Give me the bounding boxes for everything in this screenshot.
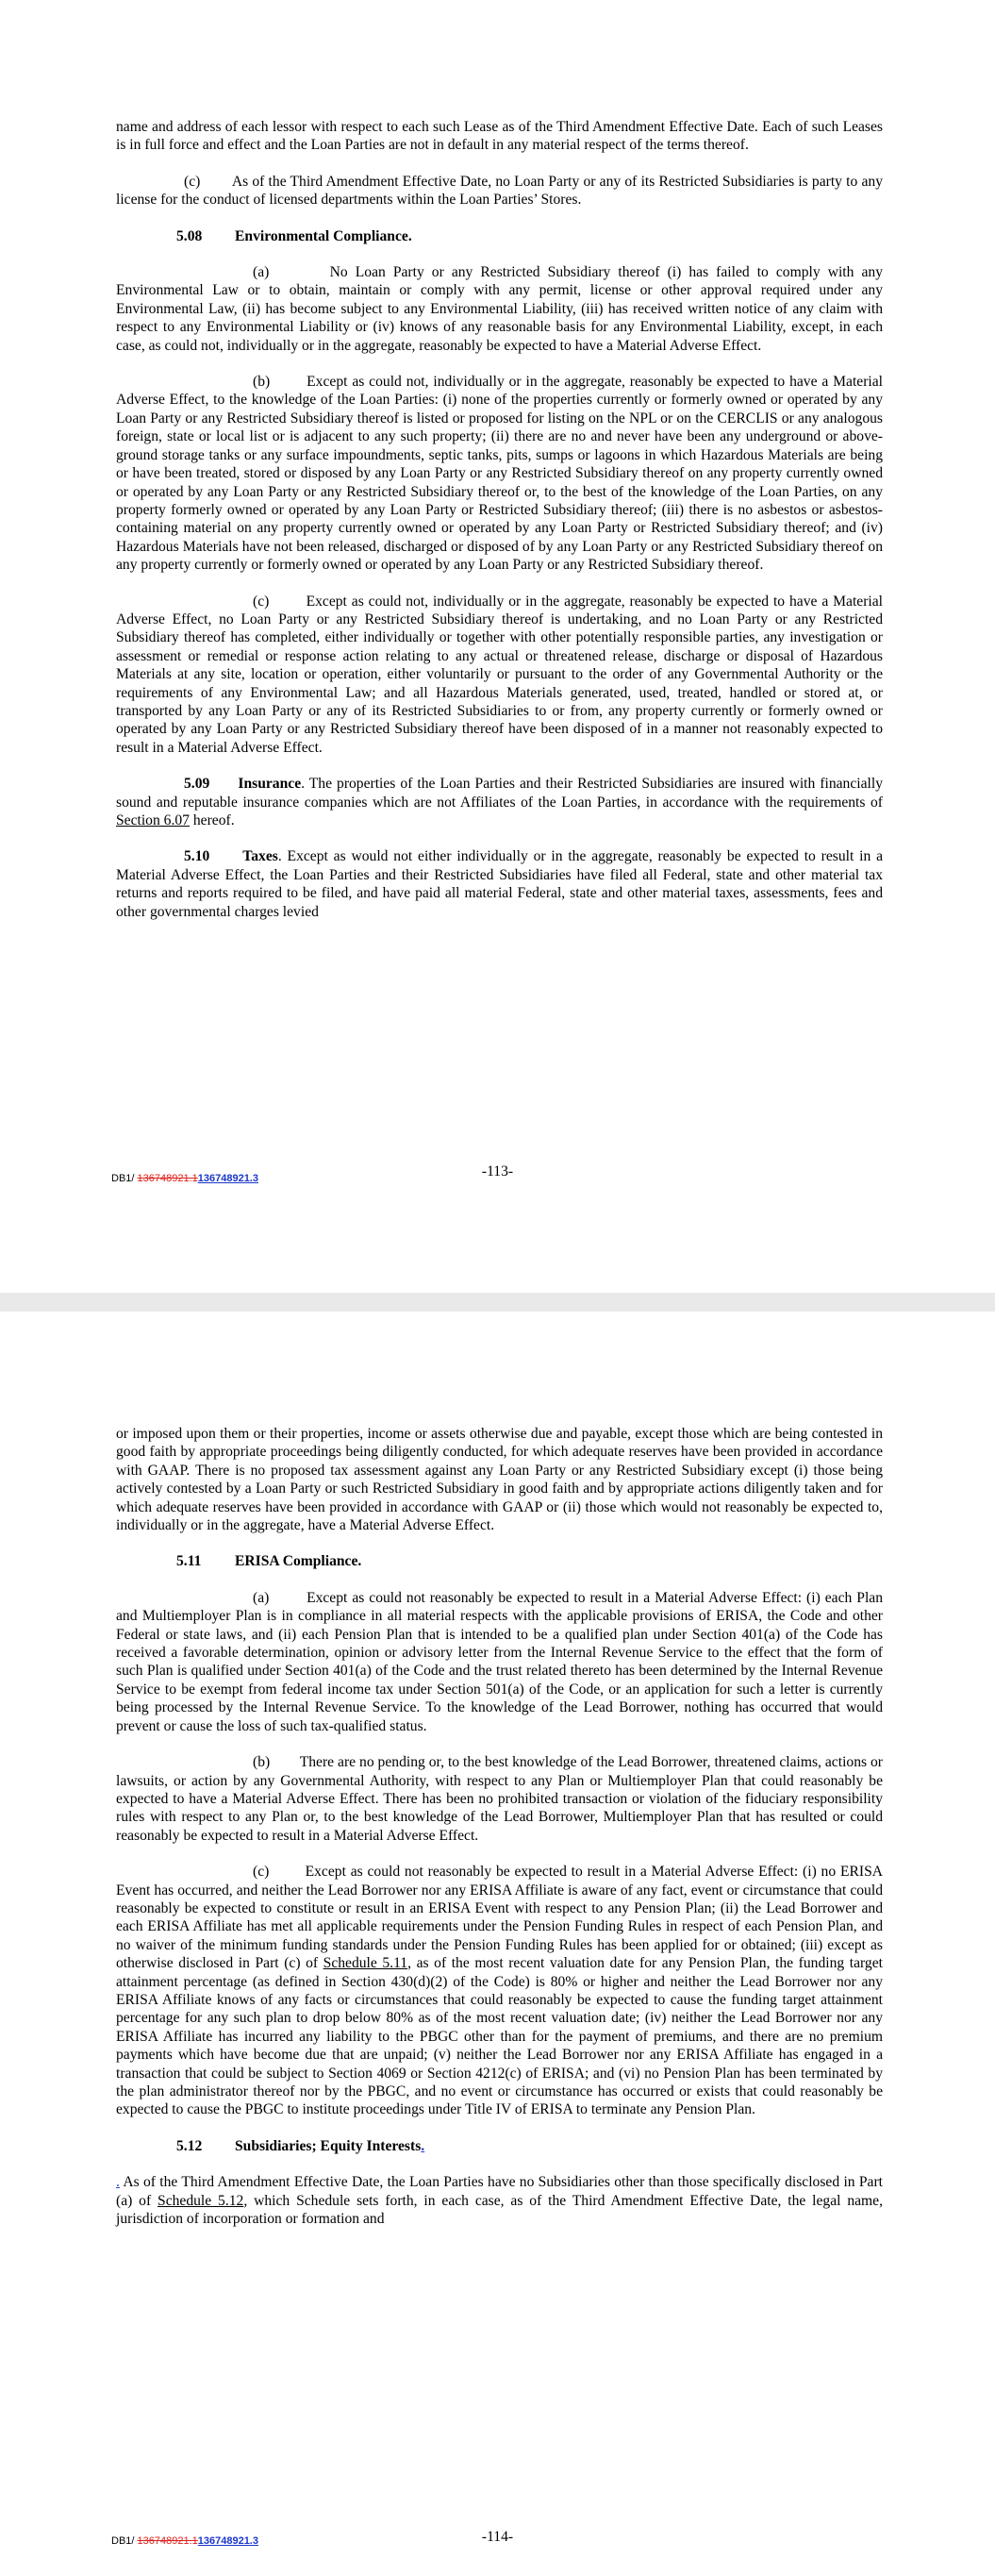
cross-reference: Section 6.07 bbox=[116, 812, 190, 828]
paragraph-text: , as of the most recent valuation date for any Pension Plan, the funding target attainment percentage (as defined in Section 430(d)(2) of the Code) is 80% or higher and neither the Lead Borrower nor any ERISA Affiliate knows of any facts or circumstances that could reasonably be expected to cause the funding target attainment percentage for any such plan to drop below 80% as of the most recent valuation date; (iv) neither the Lead Borrower nor any ERISA Affiliate has incurred any liability to the PBGC other than for the payment of premiums, and there are no premium payments which have become due that are unpaid; (v) neither the Lead Borrower nor any ERISA Affiliate has engaged in a transaction that could be subject to Section 4069 or Section 4212(c) of ERISA; and (vi) no Pension Plan has been terminated by the plan administrator thereof nor by the PBGC, and no event or circumstance has occurred or exists that could reasonably be expected to cause the PBGC to institute proceedings under Title IV of ERISA to terminate any Pension Plan. bbox=[116, 1955, 883, 2118]
page-body bbox=[116, 1425, 883, 2246]
section-title: Environmental Compliance. bbox=[235, 227, 412, 244]
paragraph-5-08-b: (b) Except as could not, individually or in the aggregate, reasonably be expected to have a Material Adverse Effect, to the knowledge of the Loan Parties: (i) none of the properties currently or formerly owned or operated by any Loan Party or any Restricted Subsidiary thereof is listed or proposed for listing on the NPL or on the CERCLIS or any analogous foreign, state or local list or is adjacent to any such property; (ii) there are no and never have been any underground or above-ground storage tanks or any surface impoundments, septic tanks, pits, sumps or lagoons in which Hazardous Materials are being or have been treated, stored or disposed by any Loan Party or any Restricted Subsidiary thereof on any property currently owned or operated by any Loan Party or any Restricted Subsidiary thereof or, to the best of the knowledge of the Loan Parties, on any property formerly owned or operated by any Loan Party or Restricted Subsidiary thereof; (iii) there is no asbestos or asbestos-containing material on any property currently owned or operated by any Loan Party or Restricted Subsidiary thereof; and (iv) Hazardous Materials have not been released, discharged or disposed of by any Loan Party or any Restricted Subsidiary thereof on any property currently or formerly owned or operated by any Loan Party or any Restricted Subsidiary thereof. bbox=[116, 374, 883, 574]
section-heading-5-11 bbox=[176, 1552, 883, 1570]
page-number: -113- bbox=[481, 1163, 514, 1179]
paragraph-text: As of the Third Amendment Effective Date, the Loan Parties have no Subsidiaries other than those specifically disclosed in Part (a) of bbox=[116, 2174, 883, 2209]
doc-id-prefix: DB1/ bbox=[111, 2535, 138, 2547]
paragraph-5-11-a: (a) Except as could not reasonably be expected to result in a Material Adverse Effect: (i) each Plan and Multiemployer Plan is in compliance in all material respects with the applicable provisions of ERISA, the Code and other Federal or state laws, and (ii) each Pension Plan that is intended to be a qualified plan under Section 401(a) of the Code has received a favorable determination, opinion or advisory letter from the Internal Revenue Service to the effect that the form of such Plan is qualified under Section 401(a) of the Code and the trust related thereto has been determined by the Internal Revenue Service to be exempt from federal income tax under Section 501(a) of the Code, or an application for such a letter is currently being processed by the Internal Revenue Service. To the knowledge of the Lead Borrower, nothing has occurred that would prevent or cause the loss of such tax-qualified status. bbox=[116, 1589, 883, 1734]
section-text: . Except as would not either individually or in the aggregate, reasonably be expected to result in a Material Adverse Effect, the Loan Parties and their Restricted Subsidiaries have filed all Federal, state and other material tax returns and reports required to be filed, and have paid all material Federal, state and other material taxes, assessments, fees and other governmental charges levied bbox=[116, 848, 883, 920]
revision-mark: . bbox=[421, 2137, 425, 2154]
paragraph-5-12 bbox=[116, 2173, 883, 2228]
doc-id-inserted: 136748921.3 bbox=[197, 2535, 258, 2547]
revision-mark: . bbox=[116, 2174, 120, 2191]
cross-reference: Schedule 5.12 bbox=[158, 2192, 244, 2209]
section-number: 5.10 bbox=[184, 848, 210, 865]
paragraph-continuation: or imposed upon them or their properties, income or assets otherwise due and payable, except those which are being contested in good faith by appropriate proceedings being diligently conducted, for which adequate reserves have been provided in accordance with GAAP. There is no proposed tax assessment against any Loan Party or any Restricted Subsidiary except (i) those being actively contested by a Loan Party or such Restricted Subsidiary in good faith and by appropriate actions diligently taken and for which adequate reserves have been provided in accordance with GAAP or (ii) those which would not reasonably be expected to, individually or in the aggregate, have a Material Adverse Effect. bbox=[116, 1426, 883, 1534]
section-title: Subsidiaries; Equity Interests bbox=[235, 2137, 422, 2154]
cross-reference: Schedule 5.11 bbox=[323, 1955, 408, 1972]
paragraph-5-11-b: (b) There are no pending or, to the best knowledge of the Lead Borrower, threatened claims, actions or lawsuits, or action by any Governmental Authority, with respect to any Plan or Multiemployer Plan that could reasonably be expected to have a Material Adverse Effect. There has been no prohibited transaction or violation of the fiduciary responsibility rules with respect to any Plan or, to the best knowledge of the Lead Borrower, Multiemployer Plan that has resulted or could reasonably be expected to result in a Material Adverse Effect. bbox=[116, 1754, 883, 1844]
section-title: Taxes bbox=[242, 848, 278, 865]
paragraph-continuation: name and address of each lessor with respect to each such Lease as of the Third Amendment Effective Date. Each of such Leases is in full force and effect and the Loan Parties are not in default in any material respect of the terms thereof. bbox=[116, 119, 883, 154]
section-title: ERISA Compliance. bbox=[235, 1553, 362, 1570]
section-text: . The properties of the Loan Parties and their Restricted Subsidiaries are insured with financially sound and reputable insurance companies which are not Affiliates of the Loan Parties, in accordance with the requirements of bbox=[116, 776, 883, 811]
paragraph-text: , which Schedule sets forth, in each case, as of the Third Amendment Effective Date, the legal name, jurisdiction of incorporation or formation and bbox=[116, 2192, 883, 2228]
section-number: 5.11 bbox=[176, 1553, 202, 1570]
doc-id-prefix: DB1/ bbox=[111, 1173, 138, 1184]
section-number: 5.09 bbox=[184, 776, 210, 793]
section-number: 5.08 bbox=[176, 227, 203, 244]
paragraph-5-07-c: (c) As of the Third Amendment Effective Date, no Loan Party or any of its Restricted Subsidiaries is party to any license for the conduct of licensed departments within the Loan Parties’ Stores. bbox=[116, 173, 883, 209]
paragraph-5-08-c: (c) Except as could not, individually or in the aggregate, reasonably be expected to have a Material Adverse Effect, no Loan Party or any Restricted Subsidiary thereof is undertaking, and no Loan Party or any Restricted Subsidiary thereof has completed, either individually or together with other potentially responsible parties, any investigation or assessment or remedial or response action relating to any actual or threatened release, discharge or disposal of Hazardous Materials at any site, location or operation, either voluntarily or pursuant to the order of any Governmental Authority or the requirements of any Environmental Law; and all Hazardous Materials generated, used, treated, handled or stored at, or transported by any Loan Party or any of its Restricted Subsidiaries to or from, any property currently or formerly owned or operated by any Loan Party or any Restricted Subsidiary thereof have been disposed of in a manner not reasonably expected to result in a Material Adverse Effect. bbox=[116, 593, 883, 756]
section-text: hereof. bbox=[189, 812, 235, 828]
section-heading-5-12 bbox=[176, 2137, 883, 2155]
paragraph-5-08-a: (a) No Loan Party or any Restricted Subsidiary thereof (i) has failed to comply with any Environmental Law or to obtain, maintain or comply with any permit, license or other approval required under any Environmental Law, (ii) has become subject to any Environmental Liability, (iii) has received written notice of any claim with respect to any Environmental Liability or (iv) knows of any reasonable basis for any Environmental Liability, except, in each case, as could not, individually or in the aggregate, reasonably be expected to have a Material Adverse Effect. bbox=[116, 264, 883, 354]
paragraph-text: (c) Except as could not reasonably be expected to result in a Material Adverse Effect: (i) no ERISA Event has occurred, and neither the Lead Borrower nor any ERISA Affiliate is aware of any fact, event or circumstance that could reasonably be expected to constitute or result in an ERISA Event with respect to any Pension Plan; (ii) the Lead Borrower and each ERISA Affiliate has met all applicable requirements under the Pension Funding Rules in respect of each Pension Plan, and no waiver of the minimum funding standards under the Pension Funding Rules has been applied for or obtained; (iii) except as otherwise disclosed in Part (c) of bbox=[116, 1864, 883, 1972]
page-body bbox=[116, 118, 883, 939]
paragraph-5-09 bbox=[116, 775, 883, 829]
doc-id-deleted: 136748921.1 bbox=[137, 1173, 198, 1184]
paragraph-5-10 bbox=[116, 847, 883, 921]
doc-id-inserted: 136748921.3 bbox=[197, 1173, 258, 1184]
document-page-114 bbox=[0, 1312, 995, 2576]
section-heading-5-08 bbox=[176, 227, 883, 245]
paragraph-5-11-c bbox=[116, 1863, 883, 2119]
section-title: Insurance bbox=[238, 776, 302, 793]
section-number: 5.12 bbox=[176, 2137, 203, 2154]
doc-id-deleted: 136748921.1 bbox=[137, 2535, 198, 2547]
page-number: -114- bbox=[481, 2529, 514, 2545]
